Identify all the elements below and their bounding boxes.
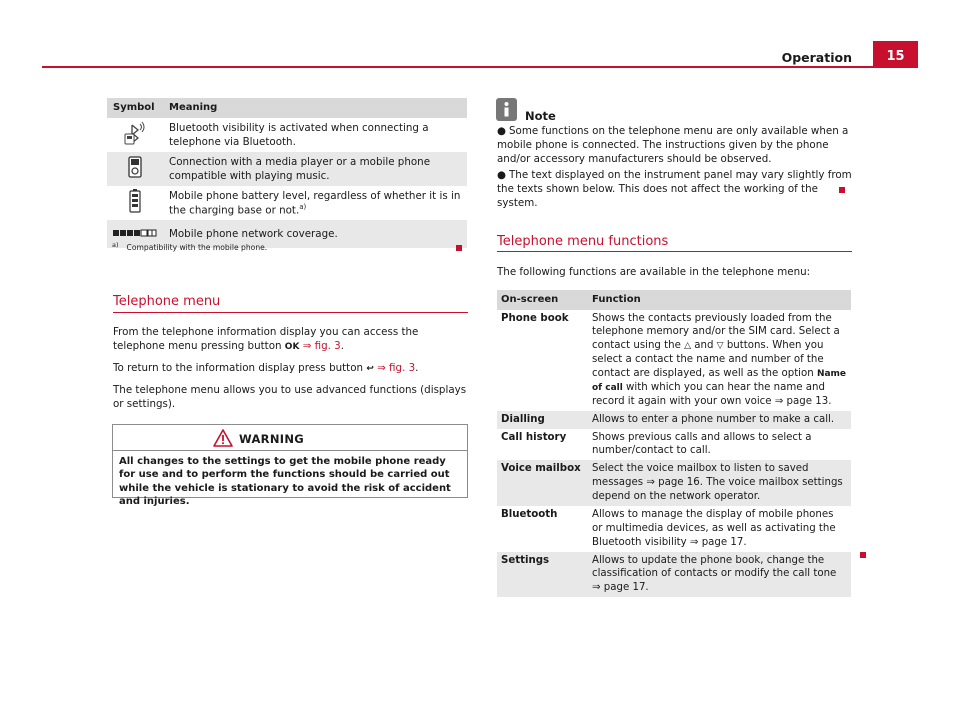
running-header-title: Operation (781, 50, 852, 65)
back-button-glyph: ↩ (366, 364, 374, 374)
meaning-cell: Connection with a media player or a mobile phone compatible with playing music. (163, 152, 467, 186)
warning-box (112, 424, 468, 507)
table-row (497, 460, 851, 506)
table-row (497, 429, 851, 461)
function-cell: Allows to enter a phone number to make a call. (588, 411, 851, 429)
header-rule (42, 66, 918, 68)
end-of-section-marker (860, 552, 866, 558)
meaning-cell: Bluetooth visibility is activated when connecting a telephone via Bluetooth. (169, 121, 429, 148)
page-reference-link[interactable]: ⇒ page 17 (689, 536, 744, 548)
function-column-header: Function (588, 290, 851, 310)
note-icon (496, 98, 517, 121)
section-rule (497, 251, 852, 252)
function-cell: Allows to update the phone book, change the classification of contacts or modify the call tone ⇒ page 17. (588, 552, 851, 598)
figure-reference-link[interactable]: ⇒ fig. 3 (302, 340, 341, 352)
warning-triangle-icon (213, 429, 233, 447)
page-reference-link[interactable]: ⇒ page 16 (646, 477, 700, 489)
section-title-telephone-menu: Telephone menu (113, 294, 221, 309)
bullet-icon: ● (497, 125, 506, 137)
symbol-table (107, 98, 467, 248)
page-number: 15 (873, 41, 918, 68)
function-cell: Select the voice mailbox to listen to saved messages ⇒ page 16. The voice mailbox settings depend on the network operator. (588, 460, 851, 506)
onscreen-cell: Dialling (497, 411, 588, 429)
warning-title: WARNING (239, 432, 304, 446)
down-arrow-icon: ▽ (716, 341, 724, 352)
table-row (107, 118, 467, 152)
table-row (497, 506, 851, 552)
end-of-section-marker (456, 245, 462, 251)
symbol-column-header: Symbol (107, 98, 163, 118)
meaning-column-header: Meaning (163, 98, 467, 118)
table-row (107, 186, 467, 220)
menu-option-label: Name of call (592, 369, 847, 393)
onscreen-cell: Call history (501, 431, 567, 443)
note-list (497, 124, 853, 212)
paragraph: The telephone menu allows you to use advanced functions (displays or settings). (113, 384, 467, 410)
table-row (497, 411, 851, 429)
warning-text: All changes to the settings to get the mobile phone ready for use and to perform the functions should be carried out while the vehicle is stationary to avoid the risk of accident and injuries. (119, 456, 451, 507)
figure-reference-link[interactable]: ⇒ fig. 3 (377, 362, 416, 374)
function-cell: Shows previous calls and allows to select a number/contact to call. (592, 431, 812, 457)
onscreen-cell: Settings (497, 552, 588, 598)
page-reference-link[interactable]: ⇒ page 17 (592, 582, 646, 594)
media-player-icon (128, 156, 142, 178)
onscreen-column-header: On-screen (497, 290, 588, 310)
section-rule (113, 312, 468, 313)
function-cell: Shows the contacts previously loaded from the telephone memory and/or the SIM card. Select a contact using the △ and ▽ buttons. When you select a contact the name and number of the contact are displayed, as well as the option Name of call with which you can hear the name and record it again with your own voice ⇒ page 13. (592, 312, 847, 407)
bullet-icon: ● (497, 169, 506, 181)
table-row (107, 152, 467, 186)
footnote-reference: a) (299, 202, 307, 211)
list-item: ● The text displayed on the instrument panel may vary slightly from the texts shown below. This does not affect the working of the system. (497, 169, 852, 209)
table-row (497, 310, 851, 411)
onscreen-cell: Bluetooth (501, 508, 558, 520)
ok-button-glyph: OK (284, 342, 300, 352)
function-cell: Allows to manage the display of mobile phones or multimedia devices, as well as activating the Bluetooth visibility ⇒ page 17. (592, 508, 836, 548)
battery-level-icon (129, 189, 141, 213)
meaning-cell: Mobile phone battery level, regardless of whether it is in the charging base or not.$^{a)}$ (169, 189, 461, 217)
intro-text: The following functions are available in the telephone menu: (497, 266, 811, 278)
functions-table (497, 290, 851, 597)
table-footnote: a) Compatibility with the mobile phone. (112, 241, 268, 252)
paragraph: To return to the information display press button ↩ ⇒ fig. 3. (113, 362, 419, 374)
onscreen-cell: Phone book (501, 312, 569, 324)
table-row (497, 552, 851, 598)
paragraph: From the telephone information display you can access the telephone menu pressing button OK ⇒ fig. 3. (113, 326, 419, 352)
onscreen-cell: Voice mailbox (497, 460, 588, 506)
note-title: Note (525, 109, 556, 123)
network-coverage-icon (113, 228, 157, 237)
up-arrow-icon: △ (684, 341, 691, 352)
bluetooth-visibility-icon (124, 121, 146, 145)
list-item: ● Some functions on the telephone menu are only available when a mobile phone is connected. The instructions given by the phone and/or accessory manufacturers should be observed. (497, 125, 849, 165)
end-of-section-marker (839, 187, 845, 193)
page-reference-link[interactable]: ⇒ page 13 (774, 395, 829, 407)
section-title-telephone-menu-functions: Telephone menu functions (497, 234, 669, 249)
meaning-cell: Mobile phone network coverage. (163, 220, 467, 248)
